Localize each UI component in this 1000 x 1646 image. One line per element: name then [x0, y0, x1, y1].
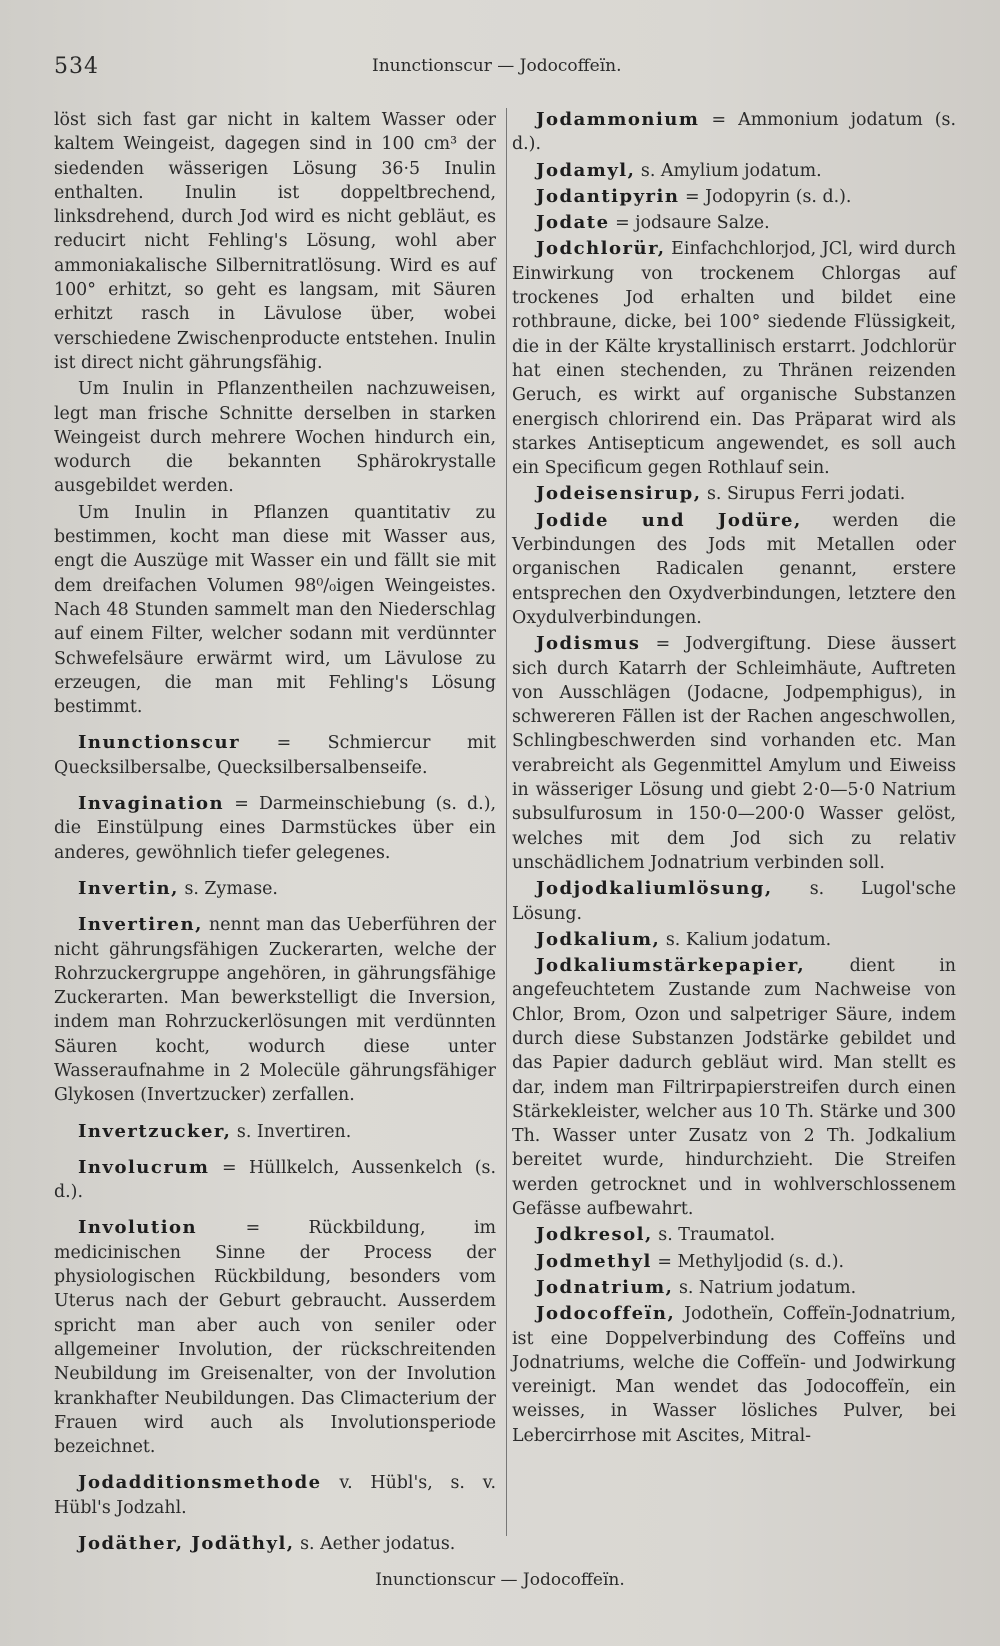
entry-text: Jodotheïn, Coffeïn-Jodnatrium, ist eine Doppelverbindung des Coffeïns und Jodnatriums, welche die Coffeïn- und Jodwirkung vereinigt. Man wendet das Jodocoffeïn, ein weisses, in Wasser lösliches Pulver, bei Lebercirrhose mit Ascites, Mitral-	[512, 1304, 956, 1446]
entry-lemma: Jodkaliumstärkepapier,	[536, 955, 806, 977]
entry-lemma: Jodamyl,	[536, 159, 636, 181]
entry	[512, 211, 956, 235]
entry-lemma: Jodnatrium,	[536, 1276, 674, 1298]
entry	[512, 509, 956, 630]
entry-lemma: Jodäther, Jodäthyl,	[78, 1533, 295, 1555]
entry	[512, 1276, 956, 1300]
entry-lemma: Jodide und Jodüre,	[536, 509, 802, 531]
right-column	[512, 108, 956, 1450]
entry	[512, 108, 956, 157]
entry-text: s. Natrium jodatum.	[678, 1277, 857, 1298]
entry	[512, 632, 956, 875]
entry-text: Einfachchlorjod, JCl, wird durch Einwirkung von trockenem Chlorgas auf trockenes Jod erhalten und bildet eine rothbraune, dicke, bei 100° siedende Flüssigkeit, die in der Kälte krystallinisch erstarrt. Jodchlorür hat einen stechenden, zu Thränen reizenden Geruch, es wirkt auf organische Substanzen energisch chlorirend ein. Das Präparat wird als starkes Antisepticum angewendet, es soll auch ein Specificum gegen Rothlauf sein.	[512, 239, 956, 479]
entry-lemma: Involucrum	[78, 1156, 210, 1178]
page-number: 534	[54, 54, 99, 79]
entry-lemma: Invertiren,	[78, 914, 203, 936]
entry-lemma: Jodchlorür,	[536, 238, 666, 260]
entry-lemma: Jodeisensirup,	[536, 483, 702, 505]
entry: löst sich fast gar nicht in kaltem Wasser oder kaltem Weingeist, dagegen sind in 100 cm³ der siedenden wässerigen Lösung 36·5 Inulin enthalten. Inulin ist doppeltbrechend, linksdrehend, durch Jod wird es nicht gebläut, es reducirt nicht Fehling's Lösung, wohl aber ammoniakalische Silbernitratlösung. Wird es auf 100° erhitzt, so geht es langsam, mit Säuren erhitzt rasch in Lävulose über, wobei verschiedene Zwischenproducte entstehen. Inulin ist direct nicht gährungsfähig.	[54, 110, 496, 373]
entry	[512, 928, 956, 952]
entry-lemma: Jodismus	[536, 633, 641, 655]
entry	[512, 1302, 956, 1448]
entry-lemma: Jodkalium,	[536, 928, 661, 950]
entry-text: v. Hübl's, s. v. Hübl's Jodzahl.	[54, 1473, 496, 1518]
entry	[512, 185, 956, 209]
entry-text: = Ammonium jodatum (s. d.).	[512, 110, 956, 155]
entry-lemma: Inunctionscur	[78, 732, 241, 754]
entry-text: s. Zymase.	[184, 878, 278, 899]
entry-lemma: Invertin,	[78, 877, 179, 899]
entry	[512, 877, 956, 926]
entry-text: s. Sirupus Ferri jodati.	[707, 484, 906, 505]
entry-text: = Rückbildung, im medicinischen Sinne der Process der physiologischen Rückbildung, besonders vom Uterus nach der Geburt gebraucht. Ausserdem spricht man aber auch von seniler oder allgemeiner Involution, der rückschreitenden Neubildung im Greisenalter, von der Involution krankhafter Neubildungen. Das Climacterium der Frauen wird auch als Involutionsperiode bezeichnet.	[54, 1218, 497, 1458]
entry	[512, 954, 956, 1221]
entry-text: werden die Verbindungen des Jods mit Metallen oder organischen Radicalen genannt, erstere entsprechen den Oxydverbindungen, letztere den Oxydulverbindungen.	[512, 510, 956, 628]
entry-lemma: Invagination	[78, 793, 225, 815]
running-head: Inunctionscur — Jodocoffeïn.	[372, 56, 622, 76]
entry: Um Inulin in Pflanzen quantitativ zu bestimmen, kocht man diese mit Wasser aus, engt die Auszüge mit Wasser ein und fällt sie mit dem dreifachen Volumen 98⁰/₀igen Weingeistes. Nach 48 Stunden sammelt man den Niederschlag auf einem Filter, welcher sodann mit verdünnter Schwefelsäure erwärmt wird, um Lävulose zu erzeugen, die man mit Fehling's Lösung bestimmt.	[54, 502, 496, 718]
entry-text: s. Kalium jodatum.	[665, 929, 832, 950]
entry	[512, 482, 956, 506]
entry	[512, 159, 956, 183]
entry	[54, 1532, 496, 1556]
entry	[54, 1156, 496, 1205]
entry-lemma: Invertzucker,	[78, 1120, 232, 1142]
entry	[54, 792, 496, 865]
entry	[54, 913, 496, 1107]
entry	[512, 1223, 956, 1247]
entry: Um Inulin in Pflanzentheilen nachzuweisen, legt man frische Schnitte derselben in starken Weingeist durch mehrere Wochen hindurch ein, wodurch die bekannten Sphärokrystalle ausgebildet werden.	[54, 379, 496, 497]
column-divider	[506, 108, 507, 1536]
left-column	[54, 108, 496, 1558]
page-header	[54, 54, 960, 84]
entry-text: dient in angefeuchtetem Zustande zum Nachweise von Chlor, Brom, Ozon und salpetriger Säure, indem durch diese Substanzen Jodstärke gebildet und das Papier dadurch gebläut wird. Man stellt es dar, indem man Filtrirpapierstreifen durch einen Stärkekleister, welcher aus 10 Th. Stärke und 300 Th. Wasser unter Zusatz von 2 Th. Jodkalium bereitet wurde, hindurchzieht. Die Streifen werden getrocknet und in wohlverschlossenem Gefässe aufbewahrt.	[512, 956, 957, 1220]
entry	[54, 731, 496, 780]
entry-text: = jodsaure Salze.	[615, 213, 770, 234]
entry-text: s. Invertiren.	[236, 1121, 352, 1142]
entry-text: = Methyljodid (s. d.).	[657, 1251, 845, 1272]
entry-lemma: Jodjodkaliumlösung,	[536, 878, 773, 900]
entry	[54, 877, 496, 901]
page-footer: Inunctionscur — Jodocoffeïn.	[375, 1570, 625, 1590]
entry-text: = Hüllkelch, Aussenkelch (s. d.).	[54, 1157, 496, 1203]
entry-text: nennt man das Ueberführen der nicht gährungsfähigen Zuckerarten, welche der Rohrzuckergruppe angehören, in gährungsfähige Zuckerarten. Man bewerkstelligt die Inversion, indem man Rohrzuckerlösungen mit verdünnten Säuren kocht, wodurch diese unter Wasseraufnahme in 2 Molecüle gährungsfähiger Glykosen (Invertzucker) zerfallen.	[54, 915, 497, 1106]
entry-lemma: Jodocoffeïn,	[536, 1303, 676, 1325]
entry	[54, 1120, 496, 1144]
entry-lemma: Jodate	[536, 212, 610, 234]
entry-lemma: Jodadditionsmethode	[78, 1472, 322, 1494]
entry-lemma: Involution	[78, 1217, 198, 1239]
entry-lemma: Jodantipyrin	[536, 185, 680, 207]
entry	[512, 1250, 956, 1274]
entry-text: s. Lugol'sche Lösung.	[512, 879, 956, 924]
entry	[54, 1471, 496, 1520]
entry-lemma: Jodmethyl	[536, 1250, 652, 1272]
entry-text: = Schmiercur mit Quecksilbersalbe, Quecksilbersalbenseife.	[54, 733, 497, 778]
entry-lemma: Jodammonium	[536, 109, 700, 130]
entry-text: s. Amylium jodatum.	[640, 160, 822, 181]
entry-lemma: Jodkresol,	[536, 1224, 653, 1246]
entry	[512, 237, 956, 480]
entry-text: = Jodvergiftung. Diese äussert sich durch Katarrh der Schleimhäute, Auftreten von Ausschlägen (Jodacne, Jodpemphigus), in schwereren Fällen ist der Rachen angeschwollen, Schlingbeschwerden sind vorhanden etc. Man verabreicht als Gegenmittel Amylum und Eiweiss in wässeriger Lösung und giebt 2·0—5·0 Natrium subsulfurosum in 150·0—200·0 Wasser gelöst, welches mit dem Jod sich zu relativ unschädlichem Jodnatrium verbinden soll.	[512, 634, 956, 873]
entry	[54, 1216, 496, 1459]
entry-text: s. Traumatol.	[658, 1225, 776, 1246]
entry-text: = Jodopyrin (s. d.).	[685, 186, 852, 207]
entry-text: = Darmeinschiebung (s. d.), die Einstülpung eines Darmstückes über ein anderes, gewöhnlich tiefer gelegenes.	[54, 794, 497, 863]
entry-text: s. Aether jodatus.	[300, 1534, 456, 1555]
